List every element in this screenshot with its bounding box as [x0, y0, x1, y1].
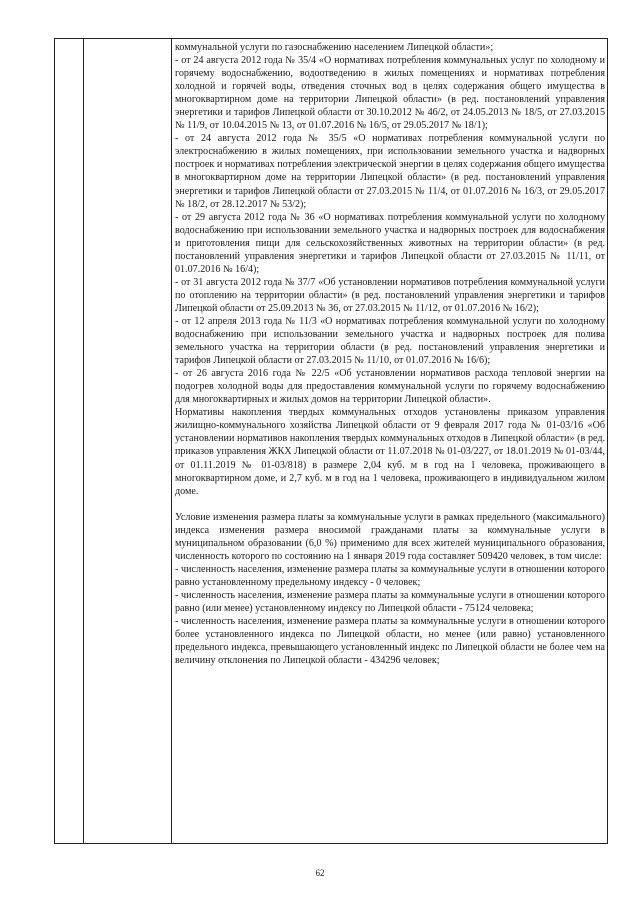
paragraph: - от 29 августа 2012 года № 36 «О нормативах потребления коммунальной услуги по холодному водоснабжению при использовании земельного участка и надворных построек для водоснабжения и приготовления пищи для сельскохозяйственных животных на территории области» (в ред. постановлений управления энергетики и тарифов Липецкой области от 27.03.2015 № 11/11, от 01.07.2016 № 16/4);	[175, 211, 605, 275]
paragraph: - численность населения, изменение размера платы за коммунальные услуги в отношении которого равно (или менее) установленному индексу по Липецкой области - 75124 человека;	[175, 589, 605, 614]
paragraph: - численность населения, изменение размера платы за коммунальные услуги в отношении которого более установленного индекса по Липецкой области, но менее (или равно) установленного предельного индекса, превышающего установленный индекс по Липецкой области не более чем на величину отклонения по Липецкой области - 434296 человек;	[175, 616, 605, 667]
table-cell-text	[175, 41, 605, 667]
page-number: 62	[315, 868, 325, 878]
paragraph: - от 26 августа 2016 года № 22/5 «Об установлении нормативов расхода тепловой энергии на подогрев холодной воды для предоставления коммунальной услуги по горячему водоснабжению для многоквартирных и жилых домов на территории Липецкой области».	[175, 368, 605, 406]
paragraph: - от 24 августа 2012 года № 35/4 «О нормативах потребления коммунальных услуг по холодному и горячему водоснабжению, водоотведению в жилых помещениях и нормативах потребления холодной и горячей воды, отведения сточных вод в целях содержания общего имущества в многоквартирном доме на территории Липецкой области» (в ред. постановлений управления энергетики и тарифов Липецкой области от 30.10.2012 № 46/2, от 24.05.2013 № 18/5, от 27.03.2015 № 11/9, от 10.04.2015 № 13, от 01.07.2016 № 16/5, от 29.05.2017 № 18/1);	[175, 55, 605, 132]
paragraph: коммунальной услуги по газоснабжению населением Липецкой области»;	[175, 42, 494, 53]
paragraph: - численность населения, изменение размера платы за коммунальные услуги в отношении которого равно установленному предельному индексу - 0 человек;	[175, 563, 605, 588]
paragraph: - от 12 апреля 2013 года № 11/3 «О нормативах потребления коммунальной услуги по холодному водоснабжению при использовании земельного участка и надворных построек для полива земельного участка на территории области (в ред. постановлений управления энергетики и тарифов Липецкой области от 27.03.2015 № 11/10, от 01.07.2016 № 16/6);	[175, 315, 605, 367]
paragraph: - от 24 августа 2012 года № 35/5 «О нормативах потребления коммунальной услуги по электроснабжению в жилых помещениях, при использовании земельного участка и надворных построек и нормативах потребления электрической энергии в целях содержания общего имущества в многоквартирном доме на территории Липецкой области» (в ред. постановлений управления энергетики и тарифов Липецкой области от 27.03.2015 № 11/4, от 01.07.2016 № 16/3, от 29.05.2017 № 18/2, от 28.12.2017 № 53/2);	[175, 133, 605, 210]
paragraph: Условие изменения размера платы за коммунальные услуги в рамках предельного (максимального) индекса изменения размера вносимой гражданами платы за коммунальные услуги в муниципальном образовании (6,0 %) применимо для всех жителей муниципального образования, численность которого по состоянию на 1 января 2019 года составляет 509420 человек, в том числе:	[175, 511, 605, 562]
paragraph: - от 31 августа 2012 года № 37/7 «Об установлении нормативов потребления коммунальной услуги по отоплению на территории области» (в ред. постановлений управления энергетики и тарифов Липецкой области от 25.09.2013 № 36, от 27.03.2015 № 11/12, от 01.07.2016 № 16/2);	[175, 276, 605, 314]
paragraph: Нормативы накопления твердых коммунальных отходов установлены приказом управления жилищно-коммунального хозяйства Липецкой области от 9 февраля 2017 года № 01-03/16 «Об установлении нормативов накопления твердых коммунальных отходов в Липецкой области» (в ред. приказов управления ЖКХ Липецкой области от 11.07.2018 № 01-03/227, от 18.01.2019 № 01-03/44, от 01.11.2019 № 01-03/818) в размере 2,04 куб. м в год на 1 человека, проживающего в многоквартирном доме, и 2,7 куб. м в год на 1 человека, проживающего в индивидуальном жилом доме.	[175, 407, 605, 497]
column-divider	[171, 39, 172, 843]
column-divider	[83, 39, 84, 843]
table-frame	[54, 38, 608, 844]
